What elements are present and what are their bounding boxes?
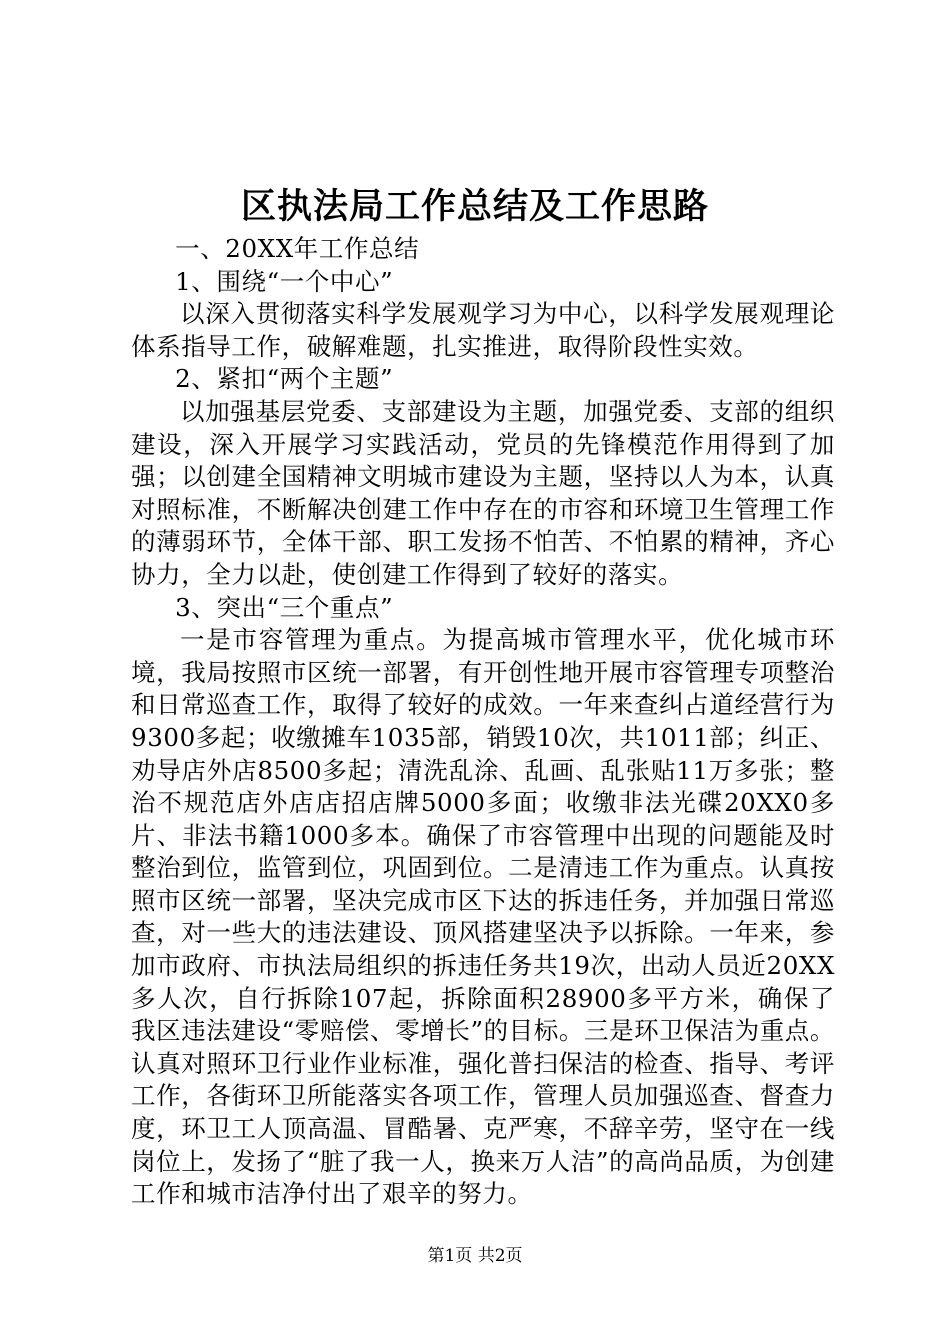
body-paragraph: 以深入贯彻落实科学发展观学习为中心，以科学发展观理论体系指导工作，破解难题，扎实推进，取得阶段性实效。 [131, 299, 835, 361]
subsection-heading: 2、紧扣“两个主题” [175, 364, 394, 394]
body-paragraph: 一是市容管理为重点。为提高城市管理水平，优化城市环境，我局按照市区统一部署，有开创性地开展市容管理专项整治和日常巡查工作，取得了较好的成效。一年来查纠占道经营行为9300多起；收缴摊车1035部，销毁10次，共1011部；纠正、劝导店外店8500多起；清洗乱涂、乱画、乱张贴11万多张；整治不规范店外店店招店牌5000多面；收缴非法光碟20XX0多片、非法书籍1000多本。确保了市容管理中出现的问题能及时整治到位，监管到位，巩固到位。二是清违工作为重点。认真按照市区统一部署，坚决完成市区下达的拆违任务，并加强日常巡查，对一些大的违法建设、顶风搭建坚决予以拆除。一年来，参加市政府、市执法局组织的拆违任务共19次，出动人员近20XX多人次，自行拆除107起，拆除面积28900多平方米，确保了我区违法建设“零赔偿、零增长”的目标。三是环卫保洁为重点。认真对照环卫行业作业标准，强化普扫保洁的检查、指导、考评工作，各街环卫所能落实各项工作，管理人员加强巡查、督查力度，环卫工人顶高温、冒酷暑、克严寒，不辞辛劳，坚守在一线岗位上，发扬了“脏了我一人，换来万人洁”的高尚品质，为创建工作和城市洁净付出了艰辛的努力。 [131, 625, 835, 1209]
document-title: 区执法局工作总结及工作思路 [240, 186, 709, 227]
section-heading: 一、20XX年工作总结 [175, 234, 420, 263]
subsection-heading: 3、突出“三个重点” [175, 592, 394, 622]
page-number: 第1页 共2页 [427, 1246, 523, 1266]
body-paragraph: 以加强基层党委、支部建设为主题，加强党委、支部的组织建设，深入开展学习实践活动，党员的先锋模范作用得到了加强；以创建全国精神文明城市建设为主题，坚持以人为本，认真对照标准，不断解决创建工作中存在的市容和环境卫生管理工作的薄弱环节，全体干部、职工发扬不怕苦、不怕累的精神，齐心协力，全力以赴，使创建工作得到了较好的落实。 [131, 396, 835, 589]
document-body [131, 233, 835, 1211]
subsection-heading: 1、围绕“一个中心” [175, 266, 394, 296]
